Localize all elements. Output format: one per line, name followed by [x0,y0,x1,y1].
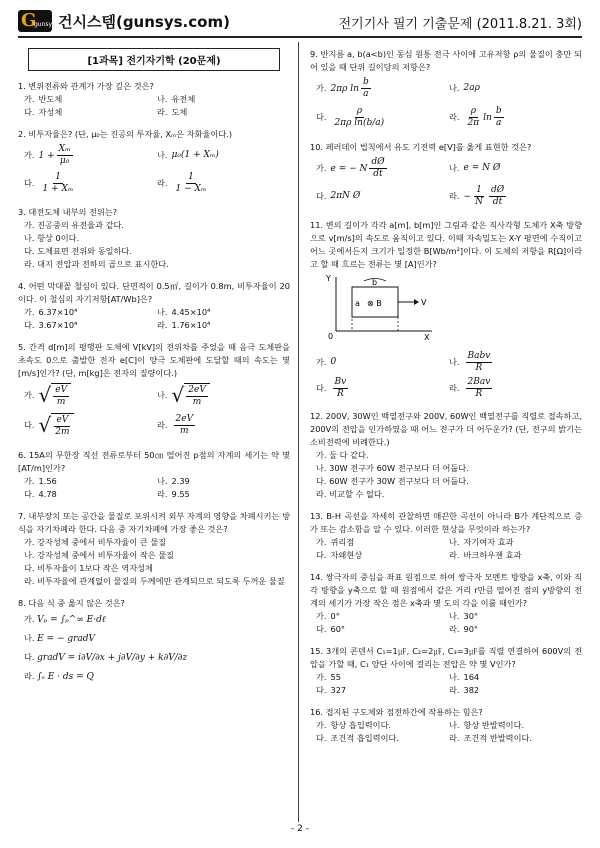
option-b: 나. 항상 0이다. [24,233,80,243]
option-a: 가. 진공중의 유전율과 같다. [24,220,125,230]
x-label: X [424,333,430,341]
option-d: $\frac{\rho}{2\pi}$ ln $\frac{b}{a}$ [467,105,502,128]
question-7 [18,510,290,588]
question-5: 5. 간격 d[m]의 평행판 도체에 V[kV]의 전위차를 주었을 때 음극 도체판을 초속도 0으로 출발한 전자 e[C]이 양극 도체판에 도달할 때의 속도는 몇 [m/s]인가? (단, m[kg]은 전자의 질량이다.) 가. √ $\frac{eV}{m}$ 나. √ $\frac{2eV}{m}$ 다. √ $\frac{eV}{2m}$ 라. $\frac{2eV}{m}$ [18,342,290,437]
option-c: $\frac{\rho}{\text{2πρ ln(b/a)}}$ [334,105,385,128]
option-c: 다. 비투자율이 1보다 작은 역자성체 [24,563,153,573]
question-text: 15. 3개의 콘덴서 C₁=1㎌, C₂=2㎌, C₃=3㎌를 직렬 연결하여 600V의 전압을 가할 때, C₁ 양단 사이에 걸리는 전압은 약 몇 V인가? [310,646,582,669]
option-b: μ₀(1 + Xₘ) [171,149,219,160]
option-b: 나. E = − gradV [24,633,96,644]
option-c: 3.67×10⁴ [38,320,78,330]
option-d: 1.76×10⁴ [171,320,211,330]
option-d: 조건적 반발력이다. [463,733,532,743]
page-header [18,8,582,38]
question-text: 6. 15A의 무한장 직선 전류로부터 50㎝ 떨어진 p점의 자계의 세기는 약 몇 [AT/m]인가? [18,450,290,473]
y-label: Y [326,274,331,283]
question-1: 1. 변위전류와 관계가 가장 깊은 것은? 가. 반도체 나. 유전체 다. 자성체 라. 도체 [18,80,290,119]
question-text: 8. 다음 식 중 옳지 않은 것은? [18,598,125,608]
question-text: 16. 접지된 구도체와 점전하간에 작용하는 힘은? [310,707,483,717]
question-text: 11. 변의 길이가 각각 a[m], b[m]인 그림과 같은 직사각형 도체가 X축 방향으로 v[m/s]의 속도로 움직이고 있다. 이때 자속밀도는 X-Y 평면에 수직이고 어느 곳에서든지 크기가 일정한 B[Wb/m²]이다. 이 도체의 저항을 R[Ω]이라고 할 때 흐르는 전류는 몇 [A]인가? [310,220,582,269]
option-c: 2πN Ø [330,190,361,201]
question-text: 7. 내부장치 또는 공간을 물질로 포위시켜 외부 자계의 영향을 차폐시키는 방식을 자기차폐라 한다. 다음 중 자기차폐에 가장 좋은 것은? [18,511,290,534]
option-b: 나. 강자성체 중에서 비투자율이 작은 물질 [24,550,175,560]
logo-small-text: gunsys [34,21,56,28]
option-c: 다. 60W 전구가 30W 전구보다 더 어둡다. [316,476,469,486]
option-a: 가. 강자성체 중에서 비투자율이 큰 물질 [24,537,167,547]
option-b: 2.39 [171,476,190,486]
exam-title: 전기기사 필기 기출문제 (2011.8.21. 3회) [338,17,582,32]
origin-label: 0 [328,332,334,341]
option-c: 조건적 흡입력이다. [330,733,399,743]
magnetic-field-label: ⊗ B [367,299,382,308]
question-8 [18,597,290,686]
option-d: 도체 [171,107,188,117]
question-text: 9. 반지름 a, b(a<b)인 동심 원통 전극 사이에 고유저항 ρ의 물질이 충만 되어 있을 때 단위 길이당의 저항은? [310,49,582,72]
question-12 [310,410,582,501]
rectangular-conductor-figure [324,273,434,341]
option-d: 라. 대지 전압과 전하의 곱으로 표시한다. [24,259,169,269]
option-c: 327 [330,685,347,695]
question-text: 13. B-H 곡선을 자세히 관찰하면 매끈한 곡선이 아니라 B가 계단적으로 증가 또는 감소함을 알 수 있다. 이러한 현상을 무엇이라 하는가? [310,511,582,534]
option-a: 2πρ ln $\frac{b}{a}$ [330,76,369,99]
option-d: $\frac{\text{2Bav}}{R}$ [467,376,491,399]
option-b: 4.45×10⁴ [171,307,211,317]
option-b: 164 [463,672,480,682]
subject-title: [1과목] 전기자기학 (20문제) [28,48,280,71]
option-b: 30° [463,611,479,621]
option-a: 항상 흡입력이다. [330,720,392,730]
option-c: $\frac{Bv}{R}$ [334,376,347,399]
option-d: 바크하우젠 효과 [463,550,522,560]
option-d: $\frac{1}{\text{1 − Xₘ}}$ [175,171,207,194]
question-text: 10. 페러데이 법칙에서 유도 기전력 e[V]를 옳게 표현한 것은? [310,142,532,152]
option-d: 라. ∫ₛ E · ds = Q [24,671,94,682]
gunsys-logo [18,10,56,32]
option-d: 9.55 [171,489,190,499]
option-b: 자기여자 효과 [463,537,514,547]
logo-letter: G [21,10,37,31]
question-16: 16. 접지된 구도체와 점전하간에 작용하는 힘은? 가. 항상 흡입력이다. 나. 항상 반발력이다. 다. 조건적 흡입력이다. 라. 조건적 반발력이다. [310,706,582,745]
option-b: 나. 30W 전구가 60W 전구보다 더 어둡다. [316,463,469,473]
option-b: 유전체 [171,94,196,104]
option-a: 0° [330,611,340,621]
option-c: 4.78 [38,489,57,499]
question-text: 4. 어떤 막대꼴 철심이 있다. 단면적이 0.5㎡, 길이가 0.8m, 비투자율이 20이다. 이 철심의 자기저항[AT/Wb]은? [18,281,290,304]
option-c: √ $\frac{eV}{2m}$ [39,413,74,438]
question-text: 14. 쌍극자의 중심을 좌표 원점으로 하여 쌍극자 모멘트 방향을 x축, 이와 직각 방향을 y축으로 할 때 원점에서 같은 거리 r만큼 떨어진 점의 y방향의 전계의 세기가 가장 작은 점은 x축과 몇 도의 각을 이룰 때인가? [310,572,582,608]
option-b: √ $\frac{2eV}{m}$ [172,383,210,408]
option-d: $\frac{2eV}{m}$ [175,413,194,436]
option-a: 1.56 [38,476,57,486]
option-a: e = − N $\frac{dØ}{dt}$ [330,156,385,179]
question-text: 1. 변위전류와 관계가 가장 깊은 것은? [18,81,154,91]
option-c: 자왜현상 [330,550,363,560]
option-b: e = N Ø [463,162,501,173]
question-3 [18,206,290,271]
question-text: 3. 대전도체 내부의 전위는? [18,207,118,217]
question-13: 13. B-H 곡선을 자세히 관찰하면 매끈한 곡선이 아니라 B가 계단적으로 증가 또는 감소함을 알 수 있다. 이러한 현상을 무엇이라 하는가? 가. 퀴리점 나. 자기여자 효과 다. 자왜현상 라. 바크하우젠 효과 [310,511,582,560]
option-b: $\frac{\text{Babv}}{R}$ [467,350,491,373]
option-c: 자성체 [38,107,63,117]
option-a: 1 + $\frac{\text{Xₘ}}{\text{μ₀}}$ [38,143,71,166]
question-10: 10. 페러데이 법칙에서 유도 기전력 e[V]를 옳게 표현한 것은? 가. e = − N $\frac{dØ}{dt}$ 나. e = N Ø 다. 2πN Ø 라. − $\frac{1}{N}$ $\frac{dØ}{dt}$ [310,141,582,210]
option-a: 가. Vₚ = ∫ₚ^∞ E·dℓ [24,614,106,625]
option-c: 다. 도체표면 전위와 동일하다. [24,246,132,256]
column-divider [298,42,299,822]
option-b: 2aρ [463,82,480,93]
question-text: 2. 비투자율은? (단, μ₀는 진공의 투자율, Xₘ은 자화율이다.) [18,129,233,139]
option-d: 라. 비교할 수 없다. [316,489,385,499]
right-column [310,48,582,754]
side-b-label: b [372,278,378,287]
option-c: 다. gradV = i∂V/∂x + j∂V/∂y + k∂V/∂z [24,652,188,663]
brand-name: 건시스템(gunsys.com) [58,13,230,31]
option-a: 6.37×10⁴ [38,307,78,317]
side-a-label: a [355,299,360,308]
question-6: 6. 15A의 무한장 직선 전류로부터 50㎝ 떨어진 p점의 자계의 세기는 약 몇 [AT/m]인가? 가. 1.56 나. 2.39 다. 4.78 라. 9.55 [18,450,290,499]
question-15: 15. 3개의 콘덴서 C₁=1㎌, C₂=2㎌, C₃=3㎌를 직렬 연결하여 600V의 전압을 가할 때, C₁ 양단 사이에 걸리는 전압은 약 몇 V인가? 가. 55 나. 164 다. 327 라. 382 [310,646,582,695]
option-c: 60° [330,624,346,634]
question-4: 4. 어떤 막대꼴 철심이 있다. 단면적이 0.5㎡, 길이가 0.8m, 비투자율이 20이다. 이 철심의 자기저항[AT/Wb]은? 가. 6.37×10⁴ 나. 4.45×10⁴ 다. 3.67×10⁴ 라. 1.76×10⁴ [18,281,290,330]
option-a: 가. 둘 다 같다. [316,450,369,460]
question-11: 11. 변의 길이가 각각 a[m], b[m]인 그림과 같은 직사각형 도체가 X축 방향으로 v[m/s]의 속도로 움직이고 있다. 이때 자속밀도는 X-Y 평면에 수직이고 어느 곳에서든지 크기가 일정한 B[Wb/m²]이다. 이 도체의 저항을 R[Ω]이라고 할 때 흐르는 전류는 몇 [A]인가? Y X 0 b a ⊗ B V 가. 0 나. $\frac{\text{Babv}}{R}$ 다. $\frac{Bv}{R}$ 라. $\frac{\text{2Bav}}{R}$ [310,220,582,399]
option-a: 반도체 [38,94,63,104]
option-d: 라. 비투자율에 관계없이 물질의 두께에만 관계되므로 되도록 두꺼운 물질 [24,576,285,586]
option-a: 퀴리점 [330,537,355,547]
option-c: $\frac{1}{\text{1 + Xₘ}}$ [42,171,74,194]
option-b: 항상 반발력이다. [463,720,525,730]
question-text: 5. 간격 d[m]의 평행판 도체에 V[kV]의 전위차를 주었을 때 음극 도체판을 초속도 0으로 출발한 전자 e[C]이 양극 도체판에 도달할 때의 속도는 몇 [m/s]인가? (단, m[kg]은 전자의 질량이다.) [18,342,290,378]
option-d: 90° [463,624,479,634]
option-a: 0 [330,356,337,367]
question-2: 2. 비투자율은? (단, μ₀는 진공의 투자율, Xₘ은 자화율이다.) 가. 1 + $\frac{\text{Xₘ}}{\text{μ₀}}$ 나. μ₀(1 + Xₘ) 다. $\frac{1}{\text{1 + Xₘ}}$ 라. $\frac{1}{\text{1 − Xₘ}}$ [18,128,290,197]
option-a: 55 [330,672,341,682]
option-d: − $\frac{1}{N}$ $\frac{dØ}{dt}$ [463,184,505,207]
velocity-label: V [421,298,427,307]
left-column [18,48,290,695]
option-a: √ $\frac{eV}{m}$ [39,383,72,408]
question-9: 9. 반지름 a, b(a<b)인 동심 원통 전극 사이에 고유저항 ρ의 물질이 충만 되어 있을 때 단위 길이당의 저항은? 가. 2πρ ln $\frac{b}{a}$ 나. 2aρ 다. $\frac{\rho}{\text{2πρ ln(b/a)}}$ 라. $\frac{\rho}{2\pi}$ ln $\frac{b}{a}$ [310,49,582,128]
option-d: 382 [463,685,480,695]
question-text: 12. 200V, 30W인 백열전구와 200V, 60W인 백열전구를 직렬로 접속하고, 200V의 전압을 인가하였을 때 어느 전구가 더 어두운가? (단, 전구의 밝기는 소비전력에 비례한다.) [310,411,582,447]
question-14: 14. 쌍극자의 중심을 좌표 원점으로 하여 쌍극자 모멘트 방향을 x축, 이와 직각 방향을 y축으로 할 때 원점에서 같은 거리 r만큼 떨어진 점의 y방향의 전계의 세기가 가장 작은 점은 x축과 몇 도의 각을 이룰 때인가? 가. 0° 나. 30° 다. 60° 라. 90° [310,572,582,634]
page-number: - 2 - [291,824,309,834]
